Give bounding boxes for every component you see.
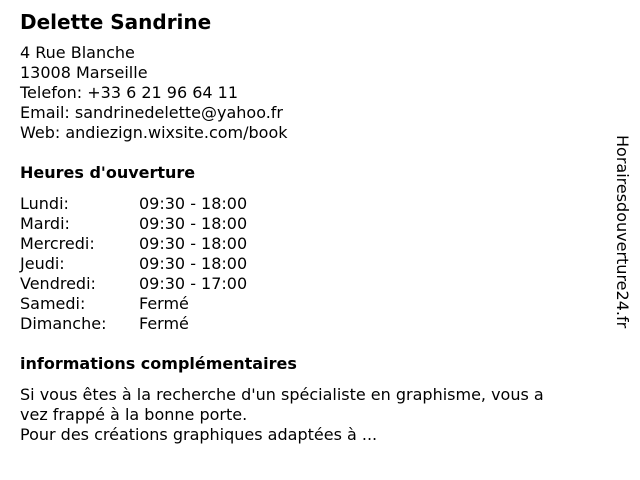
day-label: Lundi: [20, 194, 69, 213]
hours-row-thursday [20, 254, 300, 274]
business-description [20, 385, 600, 445]
address-city: 13008 Marseille [20, 63, 148, 82]
phone-number: Telefon: +33 6 21 96 64 11 [20, 83, 239, 102]
hours-row-sunday [20, 314, 300, 334]
day-label: Dimanche: [20, 314, 107, 333]
website-address: Web: andiezign.wixsite.com/book [20, 123, 288, 142]
day-label: Vendredi: [20, 274, 96, 293]
hours-row-friday [20, 274, 300, 294]
time-value: 09:30 - 17:00 [139, 274, 248, 293]
business-name: Delette Sandrine [20, 10, 212, 34]
address-street: 4 Rue Blanche [20, 43, 135, 62]
hours-row-saturday [20, 294, 300, 314]
day-label: Mardi: [20, 214, 70, 233]
time-value: 09:30 - 18:00 [139, 194, 248, 213]
time-value: 09:30 - 18:00 [139, 234, 248, 253]
time-value: 09:30 - 18:00 [139, 214, 248, 233]
time-value: 09:30 - 18:00 [139, 254, 248, 273]
hours-row-monday [20, 194, 300, 214]
description-line: vez frappé à la bonne porte. [20, 405, 248, 424]
day-label: Mercredi: [20, 234, 95, 253]
additional-info-heading: informations complémentaires [20, 354, 297, 373]
hours-row-wednesday [20, 234, 300, 254]
day-label: Samedi: [20, 294, 86, 313]
opening-hours-heading: Heures d'ouverture [20, 163, 196, 182]
time-value: Fermé [139, 294, 189, 313]
site-watermark [612, 135, 632, 375]
description-line: Pour des créations graphiques adaptées à ... [20, 425, 378, 444]
opening-hours-table [20, 194, 300, 334]
hours-row-tuesday [20, 214, 300, 234]
time-value: Fermé [139, 314, 189, 333]
email-address: Email: sandrinedelette@yahoo.fr [20, 103, 283, 122]
contact-block [20, 43, 288, 143]
watermark-text: Horairesdouverture24.fr [613, 135, 632, 329]
day-label: Jeudi: [20, 254, 65, 273]
description-line: Si vous êtes à la recherche d'un spécialiste en graphisme, vous a [20, 385, 544, 404]
